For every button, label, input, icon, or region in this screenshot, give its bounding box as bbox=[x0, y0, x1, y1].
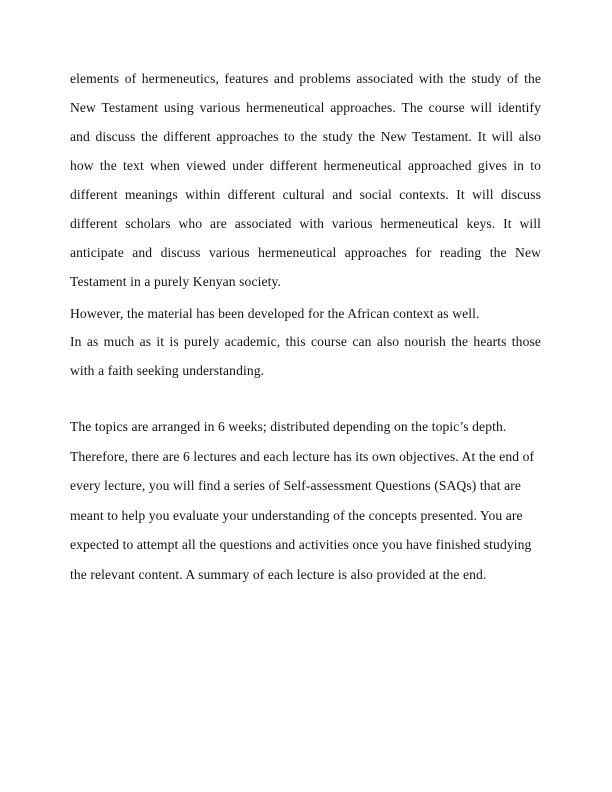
paragraph-african-context: However, the material has been developed for the African context as well. bbox=[70, 306, 480, 321]
paragraph-topics-structure: The topics are arranged in 6 weeks; distributed depending on the topic’s depth. Therefore, there are 6 lectures and each lecture has its own objectives. At the end of every lecture, you will find a series of Self-assessment Questions (SAQs) that are meant to help you evaluate your understanding of the concepts presented. You are expected to attempt all the questions and activities once you have finished studying the relevant content. A summary of each lecture is also provided at the end. bbox=[70, 419, 535, 582]
paragraph-course-overview: elements of hermeneutics, features and problems associated with the study of the New Testament using various hermeneutical approaches. The course will identify and discuss the different approaches to the study the New Testament. It will also how the text when viewed under different hermeneutical approached gives in to different meanings within different cultural and social contexts. It will discuss different scholars who are associated with various hermeneutical keys. It will anticipate and discuss various hermeneutical approaches for reading the New Testament in a purely Kenyan society. bbox=[70, 71, 541, 289]
paragraph-faith-understanding: In as much as it is purely academic, this course can also nourish the hearts those with a faith seeking understanding. bbox=[70, 334, 541, 378]
